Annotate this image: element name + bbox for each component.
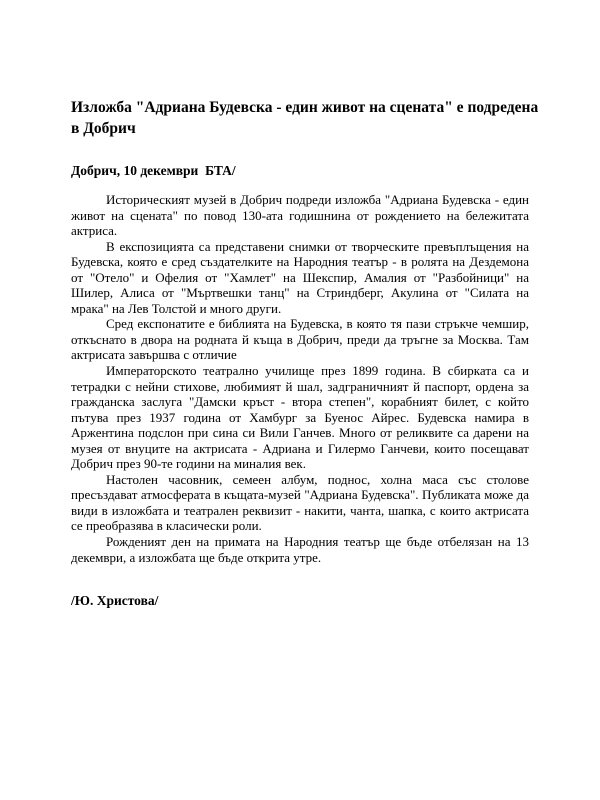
paragraph: Императорското театрално училище през 1899 година. В сбирката са и тетрадки с нейни стихове, любимият й шал, задграничният й паспорт, ордена за гражданска заслуга "Дамски кръст - втора степен", корабният билет, с който пътува през 1937 година от Хамбург за Буенос Айрес. Будевска намира в Аржентина подслон при сина си Вили Ганчев. Много от реликвите са дарени на музея от внуците на актрисата - Адриана и Гилермо Ганчеви, които посещават Добрич през 90-те години на миналия век. (71, 363, 529, 472)
paragraph: Сред експонатите е библията на Будевска, в която тя пази стръкче чемшир, откъснато в двора на родната й къща в Добрич, преди да тръгне за Москва. Там актрисата завършва с отличие (71, 316, 529, 363)
article-body (71, 192, 529, 565)
author-signature: /Ю. Христова/ (71, 593, 159, 608)
paragraph: Настолен часовник, семеен албум, поднос, холна маса със столове пресъздават атмосферата в къщата-музей "Адриана Будевска". Публиката може да види в изложбата и театрален реквизит - накити, чанта, шапка, с които актрисата се преобразява в класически роли. (71, 471, 529, 534)
paragraph: Рожденият ден на примата на Народния театър ще бъде отбелязан на 13 декември, а изложбата ще бъде открита утре. (71, 534, 529, 565)
paragraph: В експозицията са представени снимки от творческите превъплъщения на Будевска, която е сред създателките на Народния театър - в ролята на Дездемона от "Отело" и Офелия от "Хамлет" на Шекспир, Амалия от "Разбойници" на Шилер, Алиса от "Мъртвешки танц" на Стриндберг, Акулина от "Силата на мрака" на Лев Толстой и много други. (71, 238, 529, 316)
article-title: Изложба "Адриана Будевска - един живот на сцената" е подредена в Добрич (71, 99, 539, 137)
dateline: Добрич, 10 декември БТА/ (71, 163, 236, 178)
paragraph: Историческият музей в Добрич подреди изложба "Адриана Будевска - един живот на сцената" по повод 130-ата годишнина от рождението на бележитата актриса. (71, 192, 529, 239)
